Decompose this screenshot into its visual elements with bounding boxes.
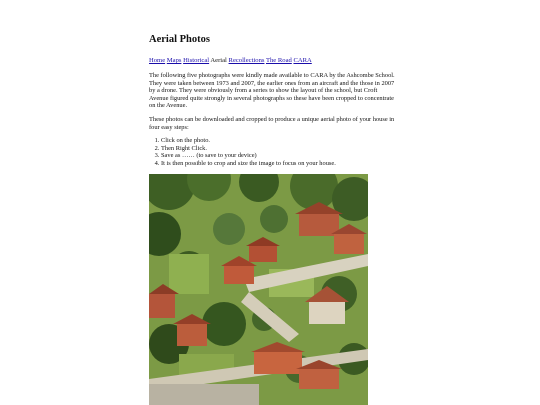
nav-link-home[interactable]: Home [149, 57, 166, 64]
nav-link-the-road[interactable]: The Road [265, 57, 292, 64]
nav-current-aerial: Aerial [210, 57, 227, 64]
aerial-photo-image [149, 174, 368, 405]
step-item: 2. Then Right Click. [161, 145, 395, 153]
nav-link-maps[interactable]: Maps [166, 57, 182, 64]
nav-link-recollections[interactable]: Recollections [228, 57, 265, 64]
nav-bar [149, 56, 395, 65]
step-item: 3. Save as …… (to save to your device) [161, 152, 395, 160]
step-item: 4. It is then possible to crop and size the image to focus on your house. [161, 160, 395, 168]
nav-link-cara[interactable]: CARA [293, 57, 312, 64]
aerial-photo[interactable] [149, 174, 368, 405]
intro-paragraph: The following five photographs were kindly made available to CARA by the Ashcombe School. They were taken between 1973 and 2007, the earlier ones from an aircraft and the those in 2007 by a drone. They were obviously from a series to show the layout of the school, but Croft Avenue figured quite strongly in several photographs so these have been cropped to concentrate on the Avenue. [149, 72, 395, 110]
nav-link-historical[interactable]: Historical [183, 57, 210, 64]
step-item: 1. Click on the photo. [161, 137, 395, 145]
steps-intro-paragraph: These photos can be downloaded and cropped to produce a unique aerial photo of your house in four easy steps: [149, 115, 395, 131]
main-content [149, 33, 395, 174]
page-title: Aerial Photos [149, 34, 210, 45]
steps-list [149, 137, 395, 167]
